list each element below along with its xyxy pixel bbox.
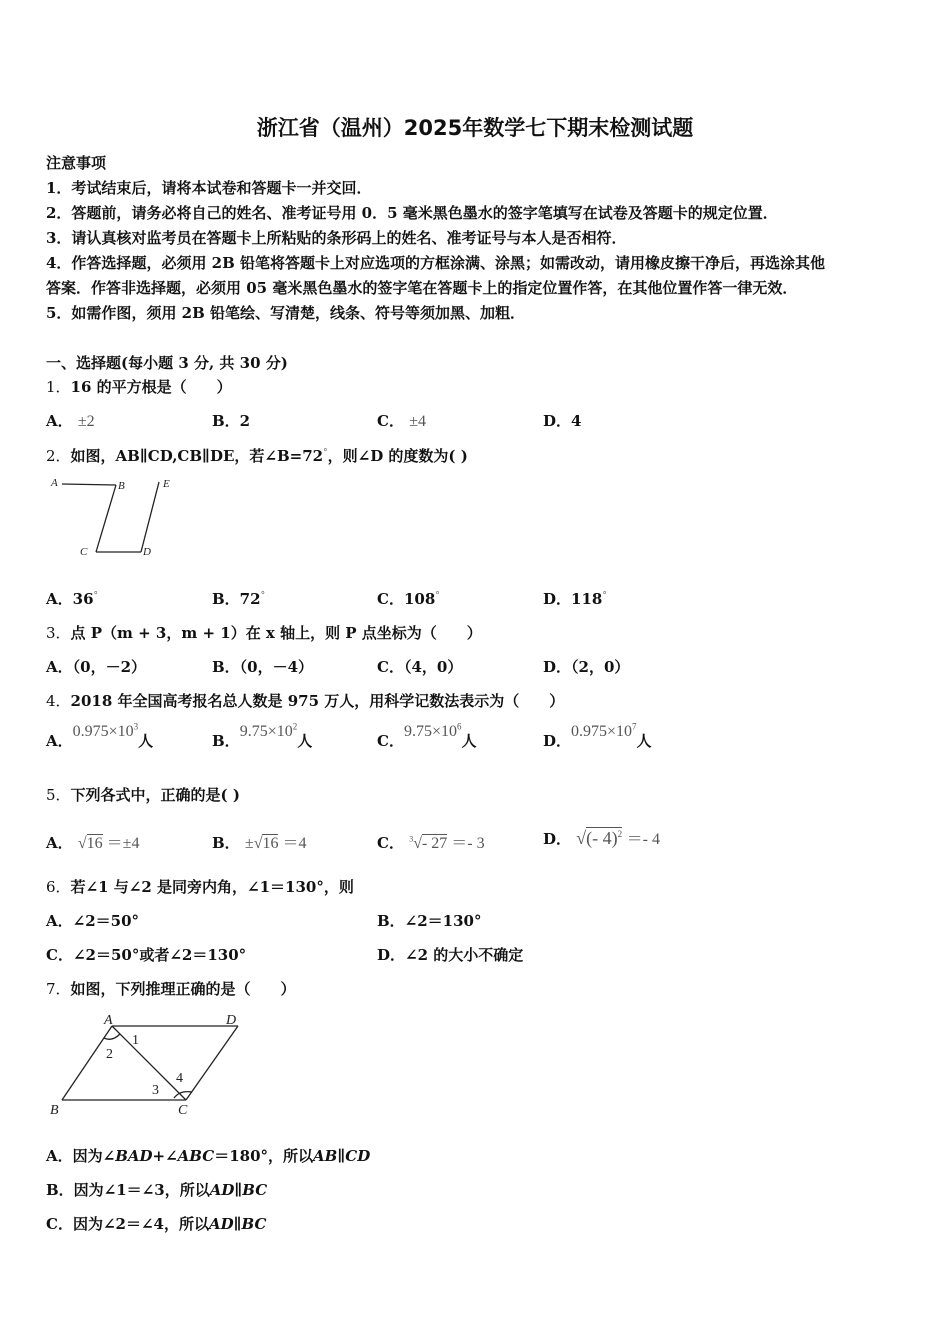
q5-option-d: D． √(- 4)$^2$ ＝- 4 xyxy=(543,828,660,848)
q2-option-a: A．36° xyxy=(46,590,99,608)
notice-item-4: 4．作答选择题，必须用 2B 铅笔将答题卡上对应选项的方框涂满、涂黑；如需改动，请用橡皮擦干净后，再选涂其他 xyxy=(46,254,826,272)
q1-option-c: C． ±4 xyxy=(377,412,426,430)
notice-heading: 注意事项 xyxy=(46,154,107,172)
notice-item-2: 2．答题前，请务必将自己的姓名、准考证号用 0．5 毫米黑色墨水的签字笔填写在试卷及答题卡的规定位置． xyxy=(46,204,778,222)
q2-option-c: C．108° xyxy=(377,590,440,608)
segment-ab xyxy=(62,1026,112,1100)
q1-option-b: B．2 xyxy=(212,412,251,430)
segment-ab xyxy=(62,484,116,485)
segment-de xyxy=(141,482,159,552)
label-c: C xyxy=(178,1103,188,1118)
q3-option-b: B．（0，－4） xyxy=(212,658,314,676)
q7-option-c: C．因为∠2＝∠4，所以AD∥BC xyxy=(46,1215,267,1233)
notice-item-3: 3．请认真核对监考员在答题卡上所粘贴的条形码上的姓名、准考证号与本人是否相符． xyxy=(46,229,627,247)
question-5: 5．下列各式中，正确的是( ) xyxy=(46,786,240,804)
label-b: B xyxy=(118,480,125,492)
q2-figure xyxy=(46,472,186,564)
label-a: A xyxy=(104,1013,113,1028)
q4-option-a: A．$0.975\times 10^3$人 xyxy=(46,721,154,750)
angle-label-3: 3 xyxy=(152,1083,159,1098)
q7-option-b: B．因为∠1＝∠3，所以AD∥BC xyxy=(46,1181,268,1199)
q6-option-d: D．∠2 的大小不确定 xyxy=(377,946,524,964)
q1-option-d: D．4 xyxy=(543,412,582,430)
q4-option-c: C．$9.75\times 10^6$人 xyxy=(377,721,477,750)
q3-option-c: C．（4，0） xyxy=(377,658,463,676)
segment-bc xyxy=(96,485,116,552)
q3-option-a: A．（0，－2） xyxy=(46,658,147,676)
angle-label-1: 1 xyxy=(132,1033,139,1048)
q1-option-a: A． ±2 xyxy=(46,412,95,430)
q6-option-c: C．∠2＝50°或者∠2＝130° xyxy=(46,946,247,964)
question-7: 7．如图，下列推理正确的是（ ） xyxy=(46,980,296,998)
question-text: 16 的平方根是（ ） xyxy=(70,378,232,396)
angle-label-2: 2 xyxy=(106,1047,113,1062)
angle-label-4: 4 xyxy=(176,1071,183,1086)
page-title: 浙江省（温州）2025年数学七下期末检测试题 xyxy=(256,116,694,140)
label-c: C xyxy=(80,546,88,558)
segment-cd xyxy=(186,1026,238,1100)
q5-option-a: A． √16 ＝±4 xyxy=(46,834,140,852)
notice-item-4-cont: 答案．作答非选择题，必须用 05 毫米黑色墨水的签字笔在答题卡上的指定位置作答，在其他位置作答一律无效． xyxy=(46,279,798,297)
notice-item-1: 1．考试结束后，请将本试卷和答题卡一并交回． xyxy=(46,179,372,197)
diagonal-ac xyxy=(112,1026,186,1100)
q6-option-a: A．∠2＝50° xyxy=(46,912,140,930)
question-number: 1． xyxy=(46,378,71,396)
question-3: 3．点 P（m + 3，m + 1）在 x 轴上，则 P 点坐标为（ ） xyxy=(46,624,482,642)
question-6: 6．若∠1 与∠2 是同旁内角，∠1＝130°，则 xyxy=(46,878,354,896)
q2-option-b: B．72° xyxy=(212,590,266,608)
q4-option-d: D．$0.975\times 10^7$人 xyxy=(543,721,652,750)
q5-option-b: B． ±√16 ＝4 xyxy=(212,834,307,852)
label-e: E xyxy=(163,478,170,490)
q7-figure xyxy=(46,1008,256,1120)
section-heading: 一、选择题(每小题 3 分, 共 30 分) xyxy=(46,354,288,372)
q6-option-b: B．∠2＝130° xyxy=(377,912,482,930)
label-b: B xyxy=(50,1103,59,1118)
question-1 xyxy=(46,376,232,397)
label-d: D xyxy=(226,1013,237,1028)
notice-item-5: 5．如需作图，须用 2B 铅笔绘、写清楚，线条、符号等须加黑、加粗． xyxy=(46,304,525,322)
question-4: 4．2018 年全国高考报名总人数是 975 万人，用科学记数法表示为（ ） xyxy=(46,692,565,710)
q2-option-d: D．118° xyxy=(543,590,607,608)
q7-option-a: A．因为∠BAD+∠ABC＝180°，所以AB∥CD xyxy=(46,1147,371,1165)
label-d: D xyxy=(143,546,151,558)
q5-option-c: C． $^3$√- 27 ＝- 3 xyxy=(377,834,485,852)
q3-option-d: D．（2，0） xyxy=(543,658,630,676)
question-2: 2．如图，AB∥CD,CB∥DE，若∠B=72°，则∠D 的度数为( ) xyxy=(46,447,468,465)
label-a: A xyxy=(51,477,58,489)
q4-option-b: B．$9.75\times 10^2$人 xyxy=(212,721,313,750)
